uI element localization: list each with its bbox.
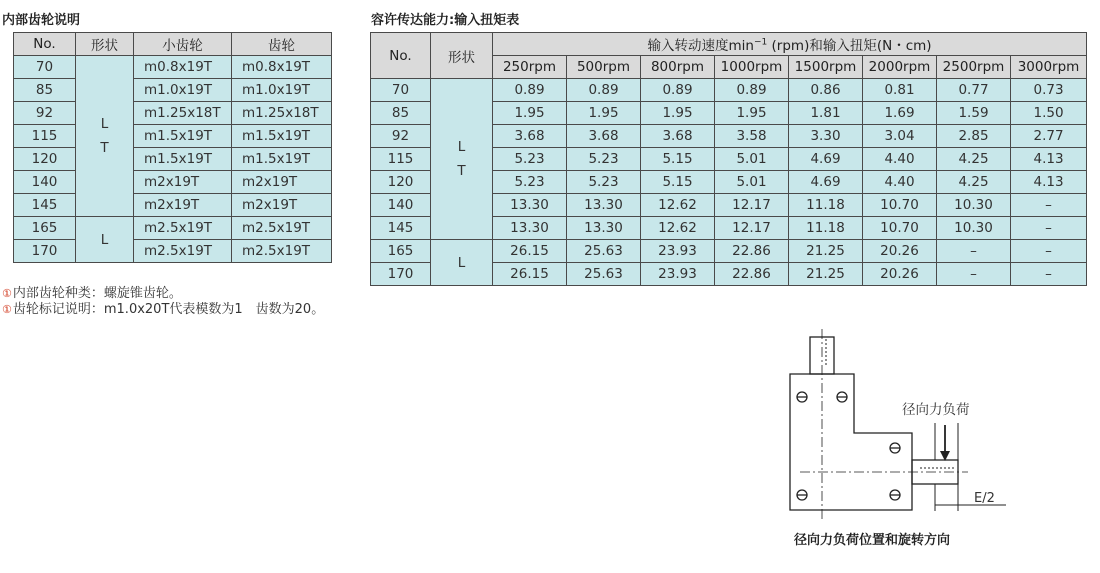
cell-torque: 0.89 (493, 79, 567, 102)
cell-torque: 0.89 (641, 79, 715, 102)
cell-torque: 5.15 (641, 148, 715, 171)
torque-table-title: 容许传达能力:输入扭矩表 (371, 13, 520, 28)
cell-no: 170 (371, 263, 431, 286)
cell-torque: 1.95 (641, 102, 715, 125)
cell-no: 145 (371, 217, 431, 240)
cell-torque: 4.69 (789, 171, 863, 194)
cell-no: 140 (14, 171, 76, 194)
cell-pinion: m1.5x19T (134, 148, 232, 171)
gear-table-row (14, 56, 332, 79)
speed-header: 250rpm (493, 56, 567, 79)
header-pinion: 小齿轮 (134, 33, 232, 56)
torque-header-no: No. (371, 33, 431, 79)
cell-gear: m0.8x19T (232, 56, 332, 79)
cell-gear: m2x19T (232, 171, 332, 194)
gear-table-row (14, 79, 332, 102)
cell-torque: 10.30 (937, 194, 1011, 217)
cell-gear: m2.5x19T (232, 240, 332, 263)
cell-torque: – (1011, 217, 1087, 240)
gear-table-row (14, 102, 332, 125)
cell-torque: 0.77 (937, 79, 1011, 102)
torque-table-body (371, 79, 1087, 286)
cell-shape: L (76, 217, 134, 263)
load-label: 径向力负荷 (902, 402, 970, 418)
cell-no: 70 (371, 79, 431, 102)
cell-shape: L T (431, 79, 493, 240)
cell-gear: m1.5x19T (232, 125, 332, 148)
cell-pinion: m2.5x19T (134, 217, 232, 240)
cell-torque: 2.77 (1011, 125, 1087, 148)
cell-torque: 0.81 (863, 79, 937, 102)
header-shape: 形状 (76, 33, 134, 56)
gear-table-body (14, 56, 332, 263)
note-line-2: ①齿轮标记说明：m1.0x20T代表模数为1 齿数为20。 (2, 302, 325, 317)
gear-table-header-row (14, 33, 332, 56)
cell-torque: 25.63 (567, 240, 641, 263)
cell-no: 70 (14, 56, 76, 79)
cell-torque: 12.62 (641, 217, 715, 240)
cell-pinion: m1.0x19T (134, 79, 232, 102)
cell-torque: 26.15 (493, 263, 567, 286)
cell-gear: m1.0x19T (232, 79, 332, 102)
cell-torque: 20.26 (863, 240, 937, 263)
cell-torque: 3.30 (789, 125, 863, 148)
speed-header: 1500rpm (789, 56, 863, 79)
torque-header-shape: 形状 (431, 33, 493, 79)
cell-torque: 0.86 (789, 79, 863, 102)
cell-torque: 1.69 (863, 102, 937, 125)
torque-table-row (371, 79, 1087, 102)
cell-torque: 20.26 (863, 263, 937, 286)
cell-torque: 1.81 (789, 102, 863, 125)
cell-torque: 4.40 (863, 171, 937, 194)
torque-table-row (371, 240, 1087, 263)
cell-torque: 4.13 (1011, 148, 1087, 171)
cell-pinion: m1.25x18T (134, 102, 232, 125)
header-gear: 齿轮 (232, 33, 332, 56)
cell-torque: 23.93 (641, 263, 715, 286)
cell-torque: 0.89 (567, 79, 641, 102)
gear-table (13, 32, 332, 263)
torque-table (370, 32, 1087, 286)
gear-table-row (14, 148, 332, 171)
cell-no: 92 (371, 125, 431, 148)
cell-torque: 3.68 (493, 125, 567, 148)
cell-no: 140 (371, 194, 431, 217)
cell-torque: 1.59 (937, 102, 1011, 125)
cell-torque: 10.30 (937, 217, 1011, 240)
cell-no: 92 (14, 102, 76, 125)
cell-torque: 4.25 (937, 148, 1011, 171)
gear-table-title: 内部齿轮说明 (2, 13, 81, 28)
cell-torque: 3.68 (567, 125, 641, 148)
cell-torque: 13.30 (493, 194, 567, 217)
speed-header: 2500rpm (937, 56, 1011, 79)
cell-no: 165 (371, 240, 431, 263)
cell-no: 115 (14, 125, 76, 148)
cell-torque: 12.17 (715, 217, 789, 240)
cell-torque: 11.18 (789, 194, 863, 217)
cell-torque: 23.93 (641, 240, 715, 263)
cell-torque: 5.15 (641, 171, 715, 194)
cell-pinion: m2x19T (134, 171, 232, 194)
cell-gear: m2x19T (232, 194, 332, 217)
cell-torque: – (1011, 263, 1087, 286)
cell-torque: 4.25 (937, 171, 1011, 194)
cell-torque: 4.69 (789, 148, 863, 171)
cell-torque: 12.62 (641, 194, 715, 217)
bolt-holes (797, 392, 900, 500)
header-no: No. (14, 33, 76, 56)
cell-torque: 5.23 (567, 171, 641, 194)
cell-pinion: m0.8x19T (134, 56, 232, 79)
cell-torque: 13.30 (567, 194, 641, 217)
cell-gear: m1.5x19T (232, 148, 332, 171)
cell-torque: 21.25 (789, 240, 863, 263)
speed-header: 500rpm (567, 56, 641, 79)
cell-gear: m2.5x19T (232, 217, 332, 240)
cell-torque: 5.23 (493, 148, 567, 171)
cell-torque: 10.70 (863, 194, 937, 217)
gear-table-row (14, 240, 332, 263)
note-marker: ① (2, 303, 12, 316)
cell-torque: – (937, 240, 1011, 263)
cell-no: 115 (371, 148, 431, 171)
cell-torque: 3.58 (715, 125, 789, 148)
cell-torque: 10.70 (863, 217, 937, 240)
cell-torque: 4.13 (1011, 171, 1087, 194)
cell-torque: 0.89 (715, 79, 789, 102)
torque-header-row-1 (371, 33, 1087, 56)
cell-torque: 1.95 (493, 102, 567, 125)
cell-torque: 26.15 (493, 240, 567, 263)
cell-pinion: m2x19T (134, 194, 232, 217)
cell-torque: 3.04 (863, 125, 937, 148)
cell-no: 170 (14, 240, 76, 263)
cell-torque: 1.95 (715, 102, 789, 125)
note-line-1: ①内部齿轮种类：螺旋锥齿轮。 (2, 286, 182, 301)
speed-header: 2000rpm (863, 56, 937, 79)
speed-header: 3000rpm (1011, 56, 1087, 79)
cell-torque: 1.95 (567, 102, 641, 125)
cell-pinion: m1.5x19T (134, 125, 232, 148)
cell-torque: – (937, 263, 1011, 286)
dim-label: E/2 (974, 491, 995, 506)
cell-torque: – (1011, 240, 1087, 263)
gear-table-row (14, 171, 332, 194)
cell-torque: 4.40 (863, 148, 937, 171)
cell-torque: 1.50 (1011, 102, 1087, 125)
cell-torque: 13.30 (493, 217, 567, 240)
cell-torque: 12.17 (715, 194, 789, 217)
cell-torque: 13.30 (567, 217, 641, 240)
gear-table-row (14, 194, 332, 217)
cell-no: 120 (14, 148, 76, 171)
cell-torque: – (1011, 194, 1087, 217)
speed-header: 800rpm (641, 56, 715, 79)
cell-pinion: m2.5x19T (134, 240, 232, 263)
cell-torque: 5.23 (493, 171, 567, 194)
cell-gear: m1.25x18T (232, 102, 332, 125)
cell-torque: 0.73 (1011, 79, 1087, 102)
cell-no: 120 (371, 171, 431, 194)
cell-torque: 5.01 (715, 148, 789, 171)
cell-torque: 5.23 (567, 148, 641, 171)
cell-torque: 3.68 (641, 125, 715, 148)
notes (2, 286, 324, 318)
torque-header-speed-group: 输入转动速度$\min^{-1} (rpm)$和输入扭矩(N・cm) (493, 33, 1087, 56)
cell-torque: 25.63 (567, 263, 641, 286)
diagram-caption: 径向力负荷位置和旋转方向 (794, 533, 951, 548)
radial-load-diagram (770, 325, 1030, 525)
gear-table-row (14, 217, 332, 240)
cell-torque: 22.86 (715, 240, 789, 263)
cell-no: 85 (14, 79, 76, 102)
cell-no: 85 (371, 102, 431, 125)
cell-torque: 21.25 (789, 263, 863, 286)
cell-torque: 5.01 (715, 171, 789, 194)
cell-no: 165 (14, 217, 76, 240)
cell-torque: 22.86 (715, 263, 789, 286)
cell-shape: L T (76, 56, 134, 217)
cell-shape: L (431, 240, 493, 286)
cell-no: 145 (14, 194, 76, 217)
note-marker: ① (2, 287, 12, 300)
cell-torque: 2.85 (937, 125, 1011, 148)
cell-torque: 11.18 (789, 217, 863, 240)
speed-header: 1000rpm (715, 56, 789, 79)
gear-table-row (14, 125, 332, 148)
